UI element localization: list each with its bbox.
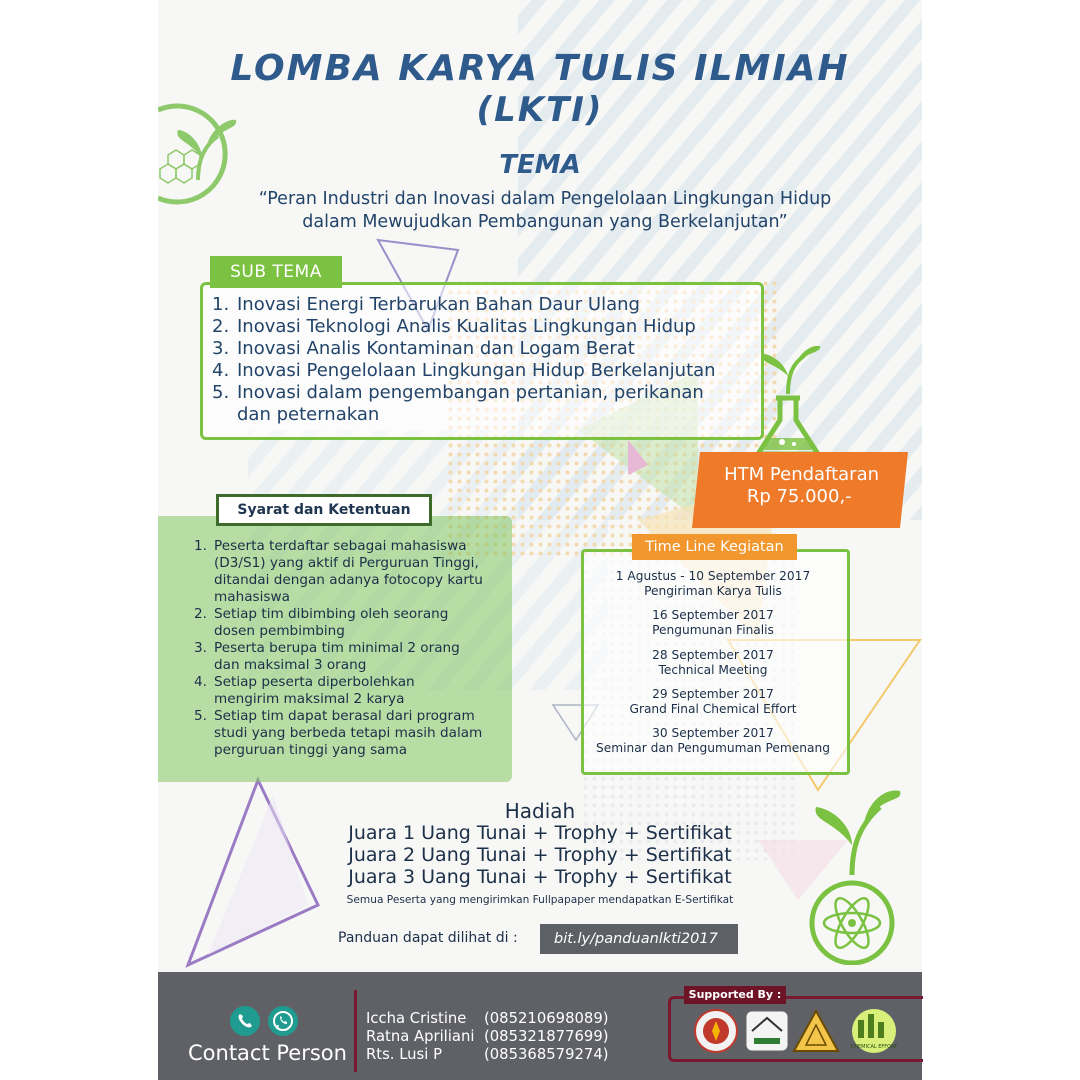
list-number: 5.	[194, 708, 207, 724]
university-logo-icon	[695, 1010, 737, 1052]
list-text: Inovasi Pengelolaan Lingkungan Hidup Berkelanjutan	[237, 360, 716, 381]
timeline-item	[584, 726, 842, 765]
list-item	[212, 382, 752, 426]
contact-row	[366, 1010, 609, 1028]
triangle-logo-icon	[794, 1011, 838, 1051]
timeline-list	[584, 569, 842, 765]
list-item	[212, 360, 752, 382]
timeline-date: 29 September 2017	[652, 686, 774, 701]
timeline-heading: Time Line Kegiatan	[632, 534, 797, 560]
prize-item: Juara 2 Uang Tunai + Trophy + Sertifikat	[348, 844, 732, 866]
list-number: 4.	[212, 360, 230, 381]
page-title-abbreviation: (LKTI)	[476, 90, 604, 130]
atom-plant-icon	[800, 785, 905, 965]
list-item	[194, 640, 514, 674]
timeline-date: 1 Agustus - 10 September 2017	[615, 569, 811, 583]
contact-phone[interactable]: (085210698089)	[484, 1010, 609, 1027]
registration-fee-label: HTM Pendaftaran	[724, 464, 880, 485]
list-number: 4.	[194, 674, 207, 690]
contact-name: Rts. Lusi P	[366, 1046, 443, 1063]
list-text: Setiap tim dapat berasal dari program studi yang berbeda tetapi masih dalam perguruan tinggi yang sama	[214, 708, 483, 758]
prizes-heading: Hadiah	[504, 799, 576, 823]
list-number: 2.	[194, 606, 207, 622]
list-item	[212, 294, 752, 316]
list-number: 3.	[194, 640, 207, 656]
contact-phone[interactable]: (085321877699)	[484, 1028, 609, 1045]
list-number: 5.	[212, 382, 230, 403]
list-number: 1.	[194, 538, 207, 554]
list-number: 2.	[212, 316, 230, 337]
chemical-effort-logo-icon	[851, 1009, 898, 1053]
contact-name: Iccha Cristine	[366, 1010, 467, 1027]
tema-quote-line: dalam Mewujudkan Pembangunan yang Berkelanjutan”	[302, 212, 788, 232]
phone-icon	[230, 1006, 260, 1036]
timeline-event: Pengumunan Finalis	[652, 623, 774, 638]
contact-row	[366, 1028, 609, 1046]
timeline-event: Technical Meeting	[658, 662, 768, 677]
contact-name: Ratna Apriliani	[366, 1028, 475, 1045]
footer-divider	[354, 990, 357, 1072]
list-item	[212, 338, 752, 360]
sub-tema-label: SUB TEMA	[210, 256, 342, 288]
list-text: Setiap peserta diperbolehkan mengirim maksimal 2 karya	[214, 674, 415, 707]
list-text: Setiap tim dibimbing oleh seorang dosen pembimbing	[214, 606, 449, 639]
prizes-section	[300, 800, 780, 888]
list-item	[194, 708, 514, 759]
list-item	[194, 674, 514, 708]
guide-link[interactable]: bit.ly/panduanlkti2017	[540, 924, 738, 954]
timeline-item	[584, 648, 842, 687]
list-item	[194, 606, 514, 640]
tema-quote	[200, 188, 890, 234]
timeline-event: Grand Final Chemical Effort	[629, 701, 797, 716]
contact-phone[interactable]: (085368579274)	[484, 1046, 609, 1063]
prize-item: Juara 1 Uang Tunai + Trophy + Sertifikat	[348, 822, 732, 844]
sponsors-label: Supported By :	[684, 986, 786, 1004]
tema-quote-line: “Peran Industri dan Inovasi dalam Pengelolaan Lingkungan Hidup	[258, 189, 832, 209]
tema-heading: TEMA	[499, 150, 581, 180]
list-text: Inovasi Teknologi Analis Kualitas Lingkungan Hidup	[237, 316, 696, 337]
guide-label: Panduan dapat dilihat di :	[338, 930, 518, 946]
list-item	[194, 538, 514, 606]
registration-fee-badge	[692, 452, 908, 528]
prize-item: Juara 3 Uang Tunai + Trophy + Sertifikat	[348, 866, 732, 888]
list-item	[212, 316, 752, 338]
requirements-list	[194, 538, 514, 759]
timeline-date: 30 September 2017	[652, 726, 774, 741]
list-text: Peserta berupa tim minimal 2 orang dan maksimal 3 orang	[214, 640, 460, 673]
list-number: 3.	[212, 338, 230, 359]
list-number: 1.	[212, 294, 230, 315]
list-text: Inovasi Energi Terbarukan Bahan Daur Ulang	[237, 294, 640, 315]
contact-row	[366, 1046, 609, 1064]
timeline-item	[584, 608, 842, 647]
timeline-item	[584, 687, 842, 726]
list-text: Inovasi Analis Kontaminan dan Logam Berat	[237, 338, 635, 359]
contact-person-label: Contact Person	[188, 1041, 347, 1065]
timeline-item	[584, 569, 842, 608]
sub-tema-list	[212, 294, 752, 426]
timeline-date: 16 September 2017	[652, 608, 774, 623]
certificate-note: Semua Peserta yang mengirimkan Fullpapaper mendapatkan E-Sertifikat	[346, 894, 734, 906]
list-text: Inovasi dalam pengembangan pertanian, perikanan dan peternakan	[237, 382, 704, 425]
registration-fee-amount: Rp 75.000,-	[746, 486, 852, 507]
timeline-date: 28 September 2017	[652, 647, 774, 662]
timeline-event: Seminar dan Pengumuman Pemenang	[596, 741, 830, 756]
organization-logo-icon	[746, 1011, 788, 1051]
page-title: LOMBA KARYA TULIS ILMIAH	[230, 48, 850, 89]
contact-list	[366, 1010, 609, 1064]
chemical-effort-logo-text: CHEMICAL EFFORT	[850, 1044, 898, 1050]
requirements-heading: Syarat dan Ketentuan	[216, 494, 432, 526]
sponsor-logos	[692, 1008, 910, 1054]
list-text: Peserta terdaftar sebagai mahasiswa (D3/S1) yang aktif di Perguruan Tinggi, ditandai dengan adanya fotocopy kartu mahasiswa	[214, 538, 483, 605]
timeline-event: Pengiriman Karya Tulis	[644, 584, 782, 598]
whatsapp-icon	[268, 1006, 298, 1036]
